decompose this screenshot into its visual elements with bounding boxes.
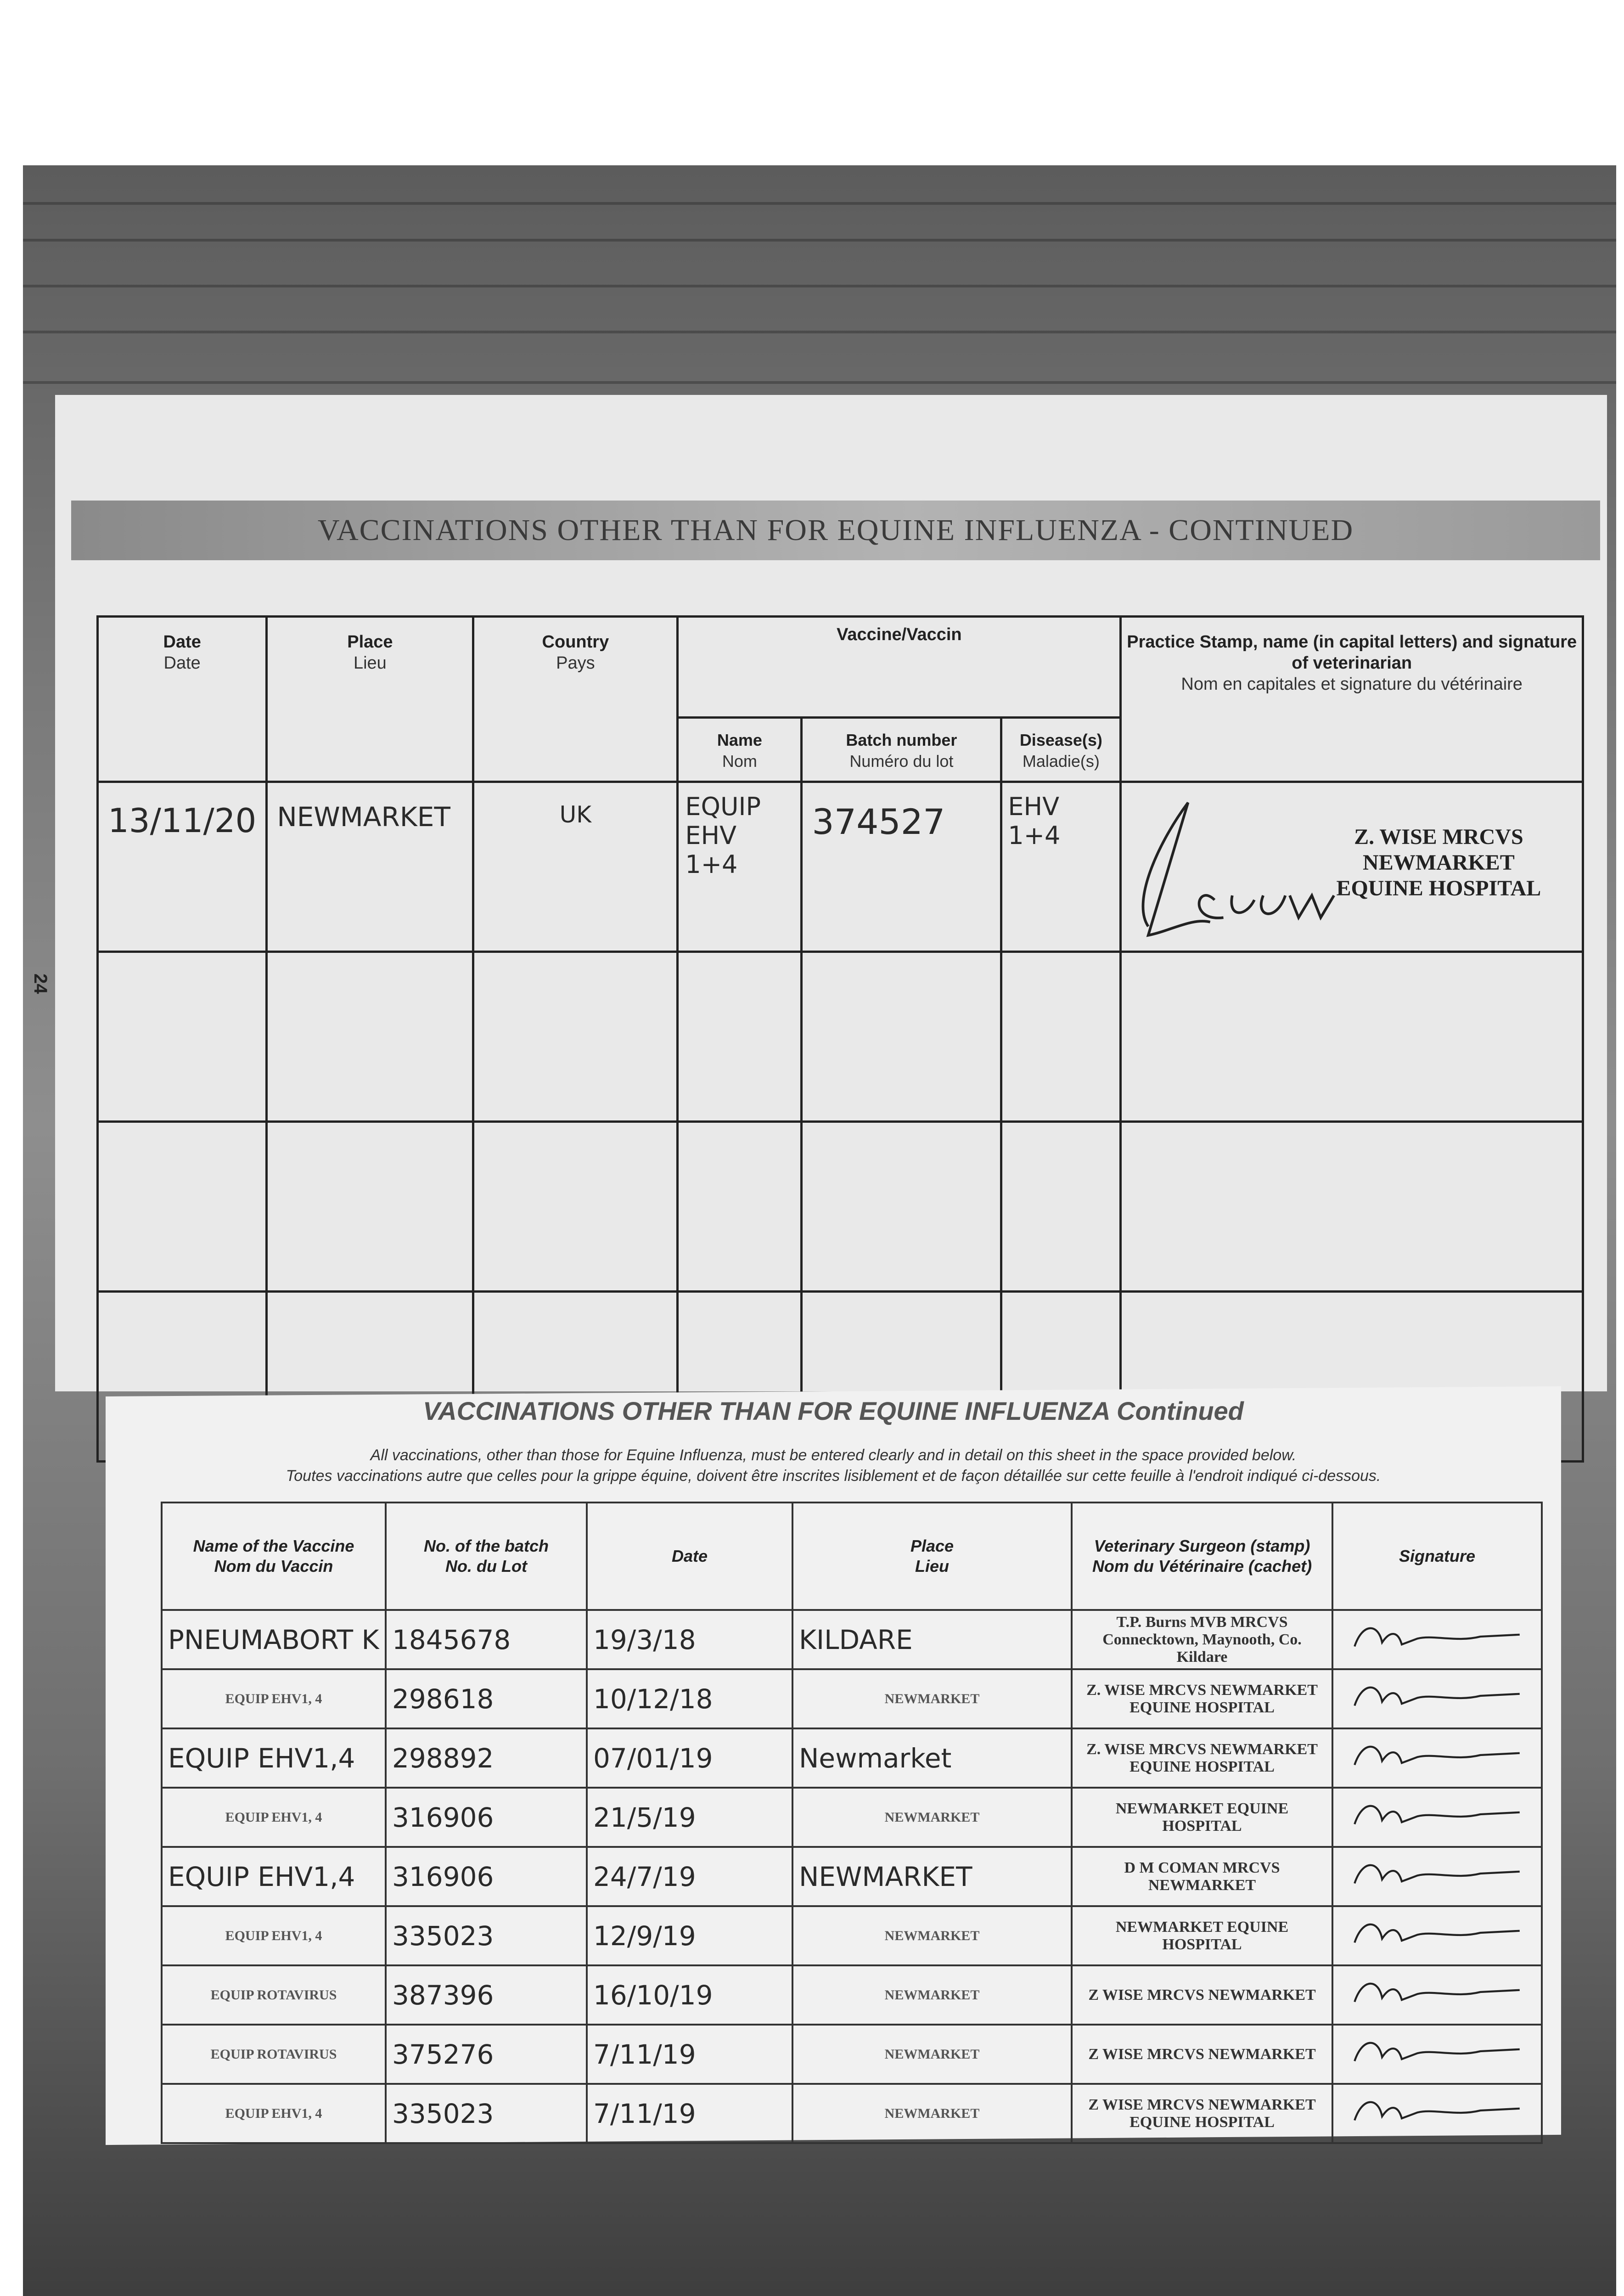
instruction-english: All vaccinations, other than those for Equine Influenza, must be entered clearly and in detail on this sheet in the space provided below. xyxy=(370,1446,1297,1464)
table-row xyxy=(162,2025,1542,2084)
cell-place: NEWMARKET xyxy=(792,1906,1072,1965)
cell-place: NEWMARKET xyxy=(792,1669,1072,1728)
lower-vaccination-table xyxy=(161,1502,1543,2131)
cell-signature xyxy=(1332,1906,1542,1965)
header-country: Country Pays xyxy=(473,617,678,782)
cell-batch: 298892 xyxy=(386,1728,587,1788)
table-row xyxy=(162,1965,1542,2025)
header-place: Place Lieu xyxy=(792,1503,1072,1610)
header-place: Place Lieu xyxy=(267,617,473,782)
signature-image xyxy=(1339,1789,1535,1840)
cell-date: 24/7/19 xyxy=(587,1847,792,1906)
header-signature: Signature xyxy=(1332,1503,1542,1610)
cell-vaccine-name: EQUIP EHV1,4 xyxy=(162,1728,386,1788)
cell-date: 07/01/19 xyxy=(587,1728,792,1788)
cell-batch: 335023 xyxy=(386,1906,587,1965)
stamp-line: EQUINE HOSPITAL xyxy=(1336,876,1541,900)
header-vaccine-name: Name of the Vaccine Nom du Vaccin xyxy=(162,1503,386,1610)
cell-place: KILDARE xyxy=(792,1610,1072,1669)
cell-batch: 335023 xyxy=(386,2084,587,2143)
cell-place: NEWMARKET xyxy=(792,2084,1072,2143)
cell-signature xyxy=(1332,2025,1542,2084)
cell-vaccine-name: EQUIP ROTAVIRUS xyxy=(162,1965,386,2025)
upper-vaccination-table xyxy=(96,615,1584,1378)
stamp-line: NEWMARKET xyxy=(1363,850,1515,875)
header-batch: Batch number Numéro du lot xyxy=(802,718,1001,782)
cell-surgeon-stamp: NEWMARKET EQUINE HOSPITAL xyxy=(1072,1788,1332,1847)
cell-surgeon-stamp: Z. WISE MRCVS NEWMARKET EQUINE HOSPITAL xyxy=(1072,1669,1332,1728)
lower-page-title: VACCINATIONS OTHER THAN FOR EQUINE INFLUENZA Continued xyxy=(423,1396,1244,1425)
table-row xyxy=(162,2084,1542,2143)
cell-date: 10/12/18 xyxy=(587,1669,792,1728)
cell-date: 16/10/19 xyxy=(587,1965,792,2025)
cell-date: 7/11/19 xyxy=(587,2084,792,2143)
header-disease: Disease(s) Maladie(s) xyxy=(1001,718,1121,782)
cell-date: 19/3/18 xyxy=(587,1610,792,1669)
cell-batch: 298618 xyxy=(386,1669,587,1728)
header-date: Date xyxy=(587,1503,792,1610)
cell-surgeon-stamp: Z WISE MRCVS NEWMARKET xyxy=(1072,1965,1332,2025)
header-practice: Practice Stamp, name (in capital letters) and signature of veterinarian Nom en capitales et signature du vétérinaire xyxy=(1121,617,1583,782)
cell-signature xyxy=(1332,1728,1542,1788)
table-row xyxy=(162,1906,1542,1965)
signature-image xyxy=(1339,1670,1535,1722)
cell-signature xyxy=(1332,2084,1542,2143)
table-row xyxy=(162,1788,1542,1847)
cell-batch: 387396 xyxy=(386,1965,587,2025)
cell-vaccine-name: EQUIP EHV1,4 xyxy=(162,1847,386,1906)
cell-vaccine-name: EQUIP EHV1, 4 xyxy=(162,2084,386,2143)
cell-surgeon-stamp: Z. WISE MRCVS NEWMARKET EQUINE HOSPITAL xyxy=(1072,1728,1332,1788)
instruction-french: Toutes vaccinations autre que celles pour la grippe équine, doivent être inscrites lisiblement et de façon détaillée sur cette feuille à l'endroit indiqué ci-dessous. xyxy=(286,1467,1381,1485)
header-vaccine: Vaccine/Vaccin xyxy=(678,617,1121,718)
cell-country: UK xyxy=(473,782,678,952)
cell-date: 12/9/19 xyxy=(587,1906,792,1965)
cell-vaccine-name: EQUIP ROTAVIRUS xyxy=(162,2025,386,2084)
table-row xyxy=(98,952,1583,1122)
signature-image xyxy=(1339,1907,1535,1958)
cell-place: Newmarket xyxy=(792,1728,1072,1788)
stamp-line: Z. WISE MRCVS xyxy=(1354,825,1523,849)
page-number: 24 xyxy=(30,974,51,994)
cell-signature xyxy=(1332,1610,1542,1669)
cell-place: NEWMARKET xyxy=(792,2025,1072,2084)
cell-vaccine-name: EQUIP EHV1, 4 xyxy=(162,1906,386,1965)
cell-place: NEWMARKET xyxy=(792,1788,1072,1847)
signature-image xyxy=(1339,1611,1535,1662)
cell-date: 7/11/19 xyxy=(587,2025,792,2084)
cell-signature xyxy=(1332,1847,1542,1906)
header-vaccine-name: Name Nom xyxy=(678,718,802,782)
cell-date: 13/11/20 xyxy=(98,782,267,952)
cell-practice-stamp xyxy=(1121,782,1583,952)
cell-place: NEWMARKET xyxy=(792,1847,1072,1906)
cell-batch: 316906 xyxy=(386,1847,587,1906)
signature-image xyxy=(1339,2085,1535,2136)
cell-surgeon-stamp: NEWMARKET EQUINE HOSPITAL xyxy=(1072,1906,1332,1965)
cell-vaccine-name: EQUIP EHV1, 4 xyxy=(162,1669,386,1728)
cell-surgeon-stamp: Z WISE MRCVS NEWMARKET EQUINE HOSPITAL xyxy=(1072,2084,1332,2143)
cell-batch: 374527 xyxy=(802,782,1001,952)
signature-image xyxy=(1339,2026,1535,2077)
cell-place: NEWMARKET xyxy=(792,1965,1072,2025)
cell-signature xyxy=(1332,1669,1542,1728)
header-date: Date Date xyxy=(98,617,267,782)
cell-surgeon-stamp: Z WISE MRCVS NEWMARKET xyxy=(1072,2025,1332,2084)
signature-image xyxy=(1339,1848,1535,1899)
cell-vaccine-name: PNEUMABORT K xyxy=(162,1610,386,1669)
cell-signature xyxy=(1332,1965,1542,2025)
cell-surgeon-stamp: D M COMAN MRCVS NEWMARKET xyxy=(1072,1847,1332,1906)
table-row xyxy=(162,1728,1542,1788)
signature-image xyxy=(1339,1729,1535,1781)
table-row xyxy=(162,1847,1542,1906)
cell-vaccine-name: EQUIP EHV1, 4 xyxy=(162,1788,386,1847)
upper-page-title: VACCINATIONS OTHER THAN FOR EQUINE INFLUENZA - CONTINUED xyxy=(317,513,1354,547)
cell-disease: EHV 1+4 xyxy=(1001,782,1121,952)
table-row xyxy=(162,1669,1542,1728)
table-row xyxy=(98,1122,1583,1292)
header-surgeon: Veterinary Surgeon (stamp) Nom du Vétérinaire (cachet) xyxy=(1072,1503,1332,1610)
cell-batch: 316906 xyxy=(386,1788,587,1847)
cell-vaccine-name: EQUIP EHV 1+4 xyxy=(678,782,802,952)
cell-surgeon-stamp: T.P. Burns MVB MRCVS Connecktown, Maynooth, Co. Kildare xyxy=(1072,1610,1332,1669)
cell-date: 21/5/19 xyxy=(587,1788,792,1847)
header-batch: No. of the batch No. du Lot xyxy=(386,1503,587,1610)
cell-signature xyxy=(1332,1788,1542,1847)
table-row xyxy=(98,782,1583,952)
cell-place: NEWMARKET xyxy=(267,782,473,952)
table-row xyxy=(162,1610,1542,1669)
cell-batch: 375276 xyxy=(386,2025,587,2084)
signature-image xyxy=(1339,1966,1535,2018)
cell-batch: 1845678 xyxy=(386,1610,587,1669)
